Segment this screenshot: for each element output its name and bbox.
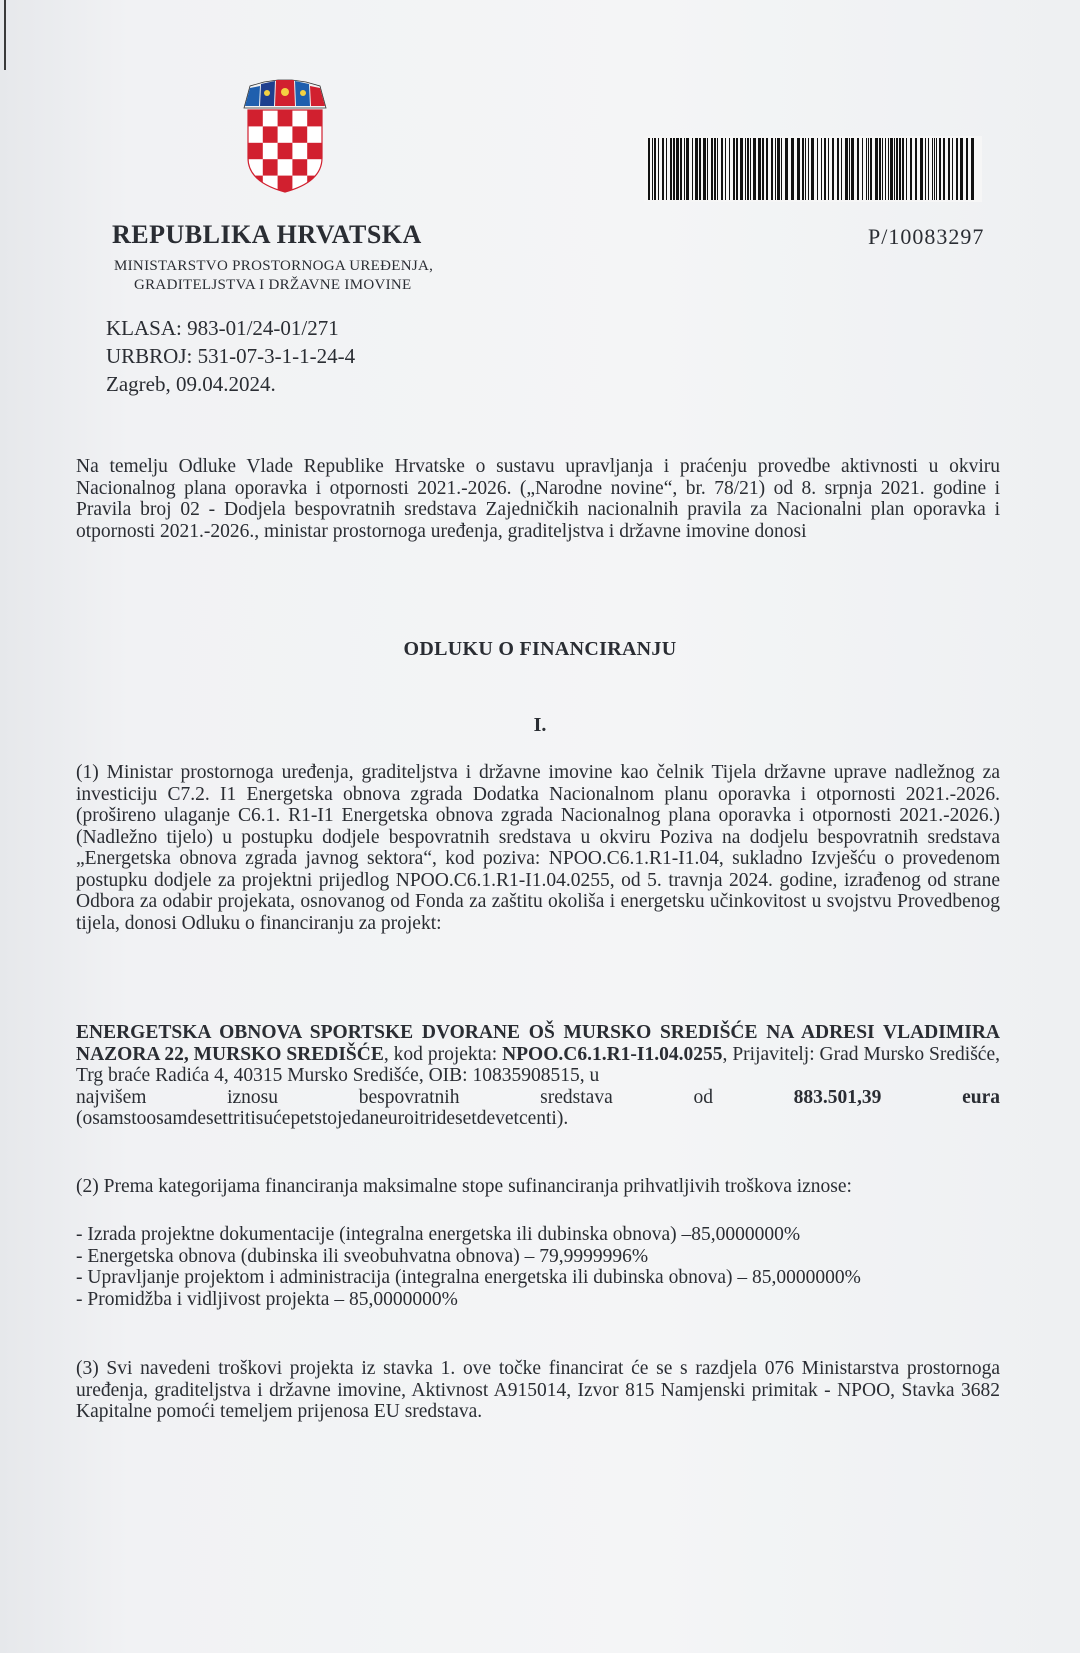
project-name: ENERGETSKA OBNOVA SPORTSKE DVORANE OŠ MURSKO SREDIŠĆE NA ADRESI VLADIMIRA NAZORA 22, MURSKO SREDIŠĆE <box>76 1022 1000 1065</box>
barcode-bar <box>832 138 834 200</box>
project-code: NPOO.C6.1.R1-I1.04.0255 <box>502 1043 723 1065</box>
project-code-prefix: , kod projekta: <box>383 1043 503 1065</box>
barcode-bar <box>775 138 776 200</box>
barcode-bar <box>925 138 926 200</box>
grant-amount: 883.501,39 <box>793 1086 882 1108</box>
barcode-bar <box>943 138 945 200</box>
barcode-bar <box>841 138 842 200</box>
barcode-bar <box>894 138 895 200</box>
project-description <box>76 1022 1000 1087</box>
barcode-bar <box>652 138 653 200</box>
rate-item: - Energetska obnova (dubinska ili sveobuhvatna obnova) – 79,9999996% <box>76 1245 649 1267</box>
barcode-bar <box>736 138 738 200</box>
barcode-bar <box>711 138 713 200</box>
urbroj: URBROJ: 531-07-3-1-1-24-4 <box>106 344 356 368</box>
cofinancing-rates-list <box>76 1224 1000 1310</box>
paragraph-1: (1) Ministar prostornoga uređenja, graditeljstva i državne imovine kao čelnik Tijela državne uprave nadležnog za investiciju C7.2. I1 Energetska obnova zgrada Dodatka Nacionalnom planu oporavka i otpornosti 2021.-2026. (prošireno ulaganje C6.1. R1-I1 Energetska obnova zgrada Nacionalnog plana oporavka i otpornosti 2021.-2026.) (Nadležno tijelo) u postupku dodjele bespovratnih sredstava u okviru Poziva na dodjelu bespovratnih sredstava „Energetska obnova zgrada javnog sektora“, kod poziva: NPOO.C6.1.R1-I1.04, sukladno Izvješću o provedenom postupku dodjele za projektni prijedlog NPOO.C6.1.R1-I1.04.0255, od 5. travnja 2024. godine, izrađenog od strane Odbora za odabir projekata, osnovanog od Fonda za zaštitu okoliša i energetsku učinkovitost u svojstvu Provedbenog tijela, donosi Odluku o financiranju za projekt: <box>76 762 1000 934</box>
barcode-bar <box>862 138 863 200</box>
barcode-bar <box>868 138 869 200</box>
barcode-bar <box>725 138 726 200</box>
scan-edge-line <box>4 0 6 70</box>
barcode-bar <box>766 138 768 200</box>
barcode-bar <box>845 138 848 200</box>
barcode-bar <box>648 138 650 200</box>
barcode-bar <box>805 138 806 200</box>
barcode-bar <box>658 138 659 200</box>
paragraph-2: (2) Prema kategorijama financiranja maksimalne stope sufinanciranja prihvatljivih troškova iznose: <box>76 1176 852 1197</box>
document-number: P/10083297 <box>868 224 985 249</box>
barcode-bar <box>866 138 867 200</box>
rate-item: - Upravljanje projektom i administracija (integralna energetska ili dubinska obnova) – 85,0000000% <box>76 1267 861 1288</box>
country-heading: REPUBLIKA HRVATSKA <box>112 220 422 249</box>
barcode-bar <box>888 138 889 200</box>
checkerboard-shield <box>248 110 322 192</box>
coat-of-arms-icon <box>242 78 328 194</box>
barcode-bar <box>885 138 886 200</box>
barcode-bar <box>879 138 881 200</box>
section-number: I. <box>533 714 547 736</box>
barcode-bar <box>785 138 788 200</box>
document-metadata <box>106 314 355 398</box>
barcode-bar <box>699 138 701 200</box>
barcode-bar <box>851 138 854 200</box>
barcode-bar <box>781 138 782 200</box>
barcode-bar <box>740 138 743 200</box>
project-block <box>76 1022 1000 1130</box>
paragraph-3: (3) Svi navedeni troškovi projekta iz stavka 1. ove točke financirat će se s razdjela 076 Ministarstva prostornoga uređenja, graditeljstva i državne imovine, Aktivnost A915014, Izvor 815 Namjenski primitak - NPOO, Stavka 3682 Kapitalne pomoći temeljem prijenosa EU sredstava. <box>76 1358 1000 1422</box>
barcode-bar <box>939 138 941 200</box>
barcode-bar <box>890 138 893 200</box>
intro-paragraph: Na temelju Odluke Vlade Republike Hrvatske o sustavu upravljanja i praćenju provedbe aktivnosti u okviru Nacionalnog plana oporavka i otpornosti 2021.-2026. („Narodne novine“, br. 78/21) od 8. srpnja 2021. godine i Pravila broj 02 - Dodjela bespovratnih sredstava Zajedničkih nacionalnih pravila za Nacionalni plan oporavka i otpornosti 2021.-2026., ministar prostornoga uređenja, graditeljstva i državne imovine donosi <box>76 456 1000 542</box>
barcode-bar <box>875 138 878 200</box>
barcode-bar <box>703 138 706 200</box>
ministry-name-line2: GRADITELJSTVA I DRŽAVNE IMOVINE <box>134 277 412 293</box>
barcode-bar <box>680 138 682 200</box>
barcode-bar <box>666 138 667 200</box>
barcode-bar <box>934 138 935 200</box>
amount-word: sredstava <box>540 1086 613 1108</box>
place-date: Zagreb, 09.04.2024. <box>106 372 276 396</box>
crown <box>244 80 326 108</box>
barcode-bar <box>928 138 929 200</box>
barcode-bar <box>920 138 923 200</box>
barcode-bar <box>817 138 818 200</box>
barcode-bar <box>896 138 898 200</box>
barcode-bar <box>758 138 761 200</box>
barcode-bar <box>676 138 679 200</box>
barcode-bar <box>707 138 708 200</box>
barcode-bar <box>821 138 822 200</box>
barcode-bar <box>670 138 672 200</box>
barcode-bar <box>750 138 751 200</box>
barcode-bar <box>717 138 718 200</box>
barcode-bar <box>733 138 735 200</box>
barcode-bar <box>948 138 950 200</box>
barcode-bar <box>797 138 800 200</box>
barcode-bar <box>654 138 656 200</box>
ministry-name-line1: MINISTARSTVO PROSTORNOGA UREĐENJA, <box>114 258 434 274</box>
barcode-bar <box>956 138 958 200</box>
barcode-bar <box>762 138 764 200</box>
barcode-bar <box>771 138 773 200</box>
barcode-bar <box>721 138 723 200</box>
barcode-bar <box>882 138 883 200</box>
barcode-bar <box>753 138 756 200</box>
rate-item: - Izrada projektne dokumentacije (integralna energetska ili dubinska obnova) –85,0000000% <box>76 1224 801 1245</box>
barcode-bar <box>791 138 794 200</box>
barcode-bar <box>824 138 826 200</box>
barcode-icon <box>644 136 982 202</box>
rate-item: - Promidžba i vidljivost projekta – 85,0000000% <box>76 1288 458 1310</box>
amount-word: od <box>693 1086 713 1108</box>
barcode-bar <box>960 138 963 200</box>
barcode-bar <box>828 138 829 200</box>
amount-word: iznosu <box>227 1086 279 1108</box>
barcode-bar <box>692 138 693 200</box>
barcode-bar <box>684 138 685 200</box>
barcode-bar <box>857 138 859 200</box>
barcode-bar <box>802 138 804 200</box>
barcode-bar <box>936 138 937 200</box>
grant-currency: eura <box>962 1086 1000 1108</box>
barcode-bar <box>899 138 901 200</box>
barcode-bar <box>849 138 850 200</box>
barcode-bar <box>910 138 912 200</box>
project-applicant: , Prijavitelj: Grad Mursko Središće, Trg braće Radića 4, 40315 Mursko Središće, OIB: 10835908515, u <box>76 1043 1000 1086</box>
barcode-bar <box>966 138 968 200</box>
barcode-bar <box>686 138 689 200</box>
barcode-bar <box>729 138 730 200</box>
barcode-bar <box>808 138 809 200</box>
barcode-bar <box>902 138 904 200</box>
barcode-bar <box>870 138 872 200</box>
barcode-bar <box>662 138 664 200</box>
barcode-bar <box>777 138 780 200</box>
barcode-bar <box>932 138 933 200</box>
barcode-bar <box>837 138 839 200</box>
klasa: KLASA: 983-01/24-01/271 <box>106 316 339 340</box>
barcode-bar <box>714 138 716 200</box>
barcode-bar <box>745 138 746 200</box>
barcode-bar <box>952 138 953 200</box>
barcode-bar <box>673 138 675 200</box>
grant-amount-line <box>76 1087 1000 1109</box>
barcode-bar <box>811 138 814 200</box>
amount-word: bespovratnih <box>358 1086 460 1108</box>
barcode-bar <box>695 138 698 200</box>
grant-amount-words: (osamstoosamdesettritisućepetstojedaneuroitridesetdevetcenti). <box>76 1108 569 1129</box>
amount-word: najvišem <box>76 1086 147 1108</box>
barcode-bar <box>915 138 917 200</box>
barcode-bar <box>906 138 907 200</box>
barcode-bar <box>747 138 749 200</box>
decision-title: ODLUKU O FINANCIRANJU <box>403 638 677 660</box>
barcode-bar <box>971 138 974 200</box>
